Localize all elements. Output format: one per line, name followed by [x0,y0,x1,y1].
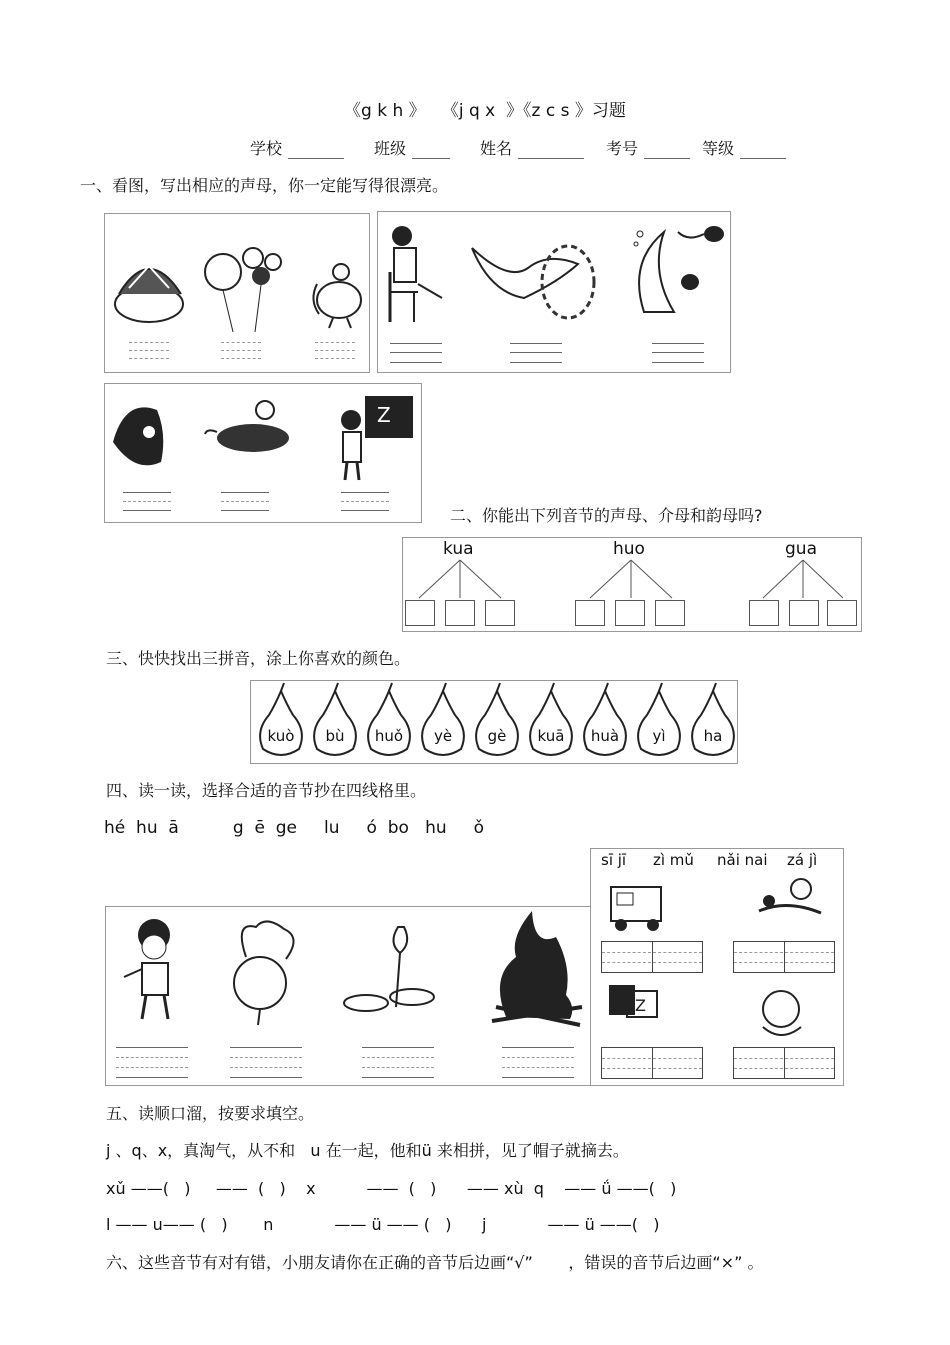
pear-outline-5[interactable] [476,691,518,755]
page-title: 《g k h 》 《j q x 》《z c s 》习题 [344,101,626,121]
huo-medial-box[interactable] [615,600,645,626]
pear-label-4: yè [433,727,453,745]
pear-label-1: kuò [267,727,295,745]
number-blank[interactable] [644,158,690,159]
question-3-text: 三、快快找出三拼音，涂上你喜欢的颜色。 [106,649,411,668]
gua-initial-box[interactable] [749,600,779,626]
gua-final-box[interactable] [827,600,857,626]
word-nainai: nǎi nai [717,851,768,869]
pear-stem-6 [551,683,554,691]
kua-final-box[interactable] [485,600,515,626]
pear-shapes [251,681,737,763]
pear-outline-6[interactable] [530,691,572,755]
pear-stem-3 [389,683,392,691]
question-4-text: 四、读一读，选择合适的音节抄在四线格里。 [106,781,427,800]
name-blank[interactable] [518,158,584,159]
pear-stem-7 [605,683,608,691]
svg-text:Z: Z [377,403,391,427]
syllable-split-box [402,537,862,632]
pear-row-box [250,680,738,764]
pear-stem-4 [443,683,446,691]
pear-stem-8 [659,683,662,691]
pear-stem-9 [713,683,716,691]
question-5-text: 五、读顺口溜，按要求填空。 [106,1104,315,1123]
writing-grid-2[interactable] [733,941,835,973]
pear-label-9: ha [703,727,723,745]
pear-stem-5 [497,683,500,691]
question-2-text: 二、你能出下列音节的声母、介母和韵母吗? [450,506,763,525]
pear-stem-1 [281,683,284,691]
word-zaji: zá jì [787,851,818,869]
school-blank[interactable] [288,158,344,159]
school-label: 学校 [250,139,283,158]
picture-box-5 [590,848,844,1086]
pear-label-7: huà [590,727,620,745]
class-label: 班级 [374,139,407,158]
pear-label-6: kuā [537,727,565,745]
syllable-huo: huo [613,539,645,559]
picture-box-3 [104,383,422,523]
pear-outline-1[interactable] [260,691,302,755]
info-row [250,138,810,162]
name-label: 姓名 [480,139,513,158]
syllable-kua: kua [443,539,474,559]
class-blank[interactable] [412,158,450,159]
kua-initial-box[interactable] [405,600,435,626]
fill-row-1[interactable]: xǔ ——( ) —— ( ) x —— ( ) —— xù q —— ǘ ——( ) [106,1179,677,1198]
number-label: 考号 [606,139,639,158]
pear-outline-9[interactable] [692,691,734,755]
pear-label-5: gè [487,727,507,745]
huo-initial-box[interactable] [575,600,605,626]
pear-outline-4[interactable] [422,691,464,755]
watermelon-balloons-rooster-illustration [105,214,369,372]
svg-text:Z: Z [635,996,646,1015]
gua-medial-box[interactable] [789,600,819,626]
word-siji: sī jī [601,851,627,869]
rhyme-text: j 、q、x，真淘气，从不和 u 在一起，他和ü 来相拼，见了帽子就摘去。 [106,1141,629,1160]
pear-outline-3[interactable] [368,691,410,755]
pear-outline-2[interactable] [314,691,356,755]
grade-label: 等级 [702,139,735,158]
kua-medial-box[interactable] [445,600,475,626]
huo-final-box[interactable] [655,600,685,626]
pear-label-8: yì [652,727,666,745]
pear-label-2: bù [325,727,345,745]
picture-box-4 [105,906,591,1086]
writing-grid-1[interactable] [601,941,703,973]
question-6-text: 六、这些音节有对有错，小朋友请你在正确的音节后边画“√” ，错误的音节后边画“×” 。 [106,1253,764,1272]
word-options-line: hé hu ā g ē ge lu ó bo hu ǒ [104,818,485,838]
picture-box-1 [104,213,370,373]
question-1-text: 一、看图，写出相应的声母，你一定能写得很漂亮。 [80,176,449,195]
pear-outline-7[interactable] [584,691,626,755]
pear-outline-8[interactable] [638,691,680,755]
pear-stem-2 [335,683,338,691]
writing-grid-3[interactable] [601,1047,703,1079]
pear-label-3: huǒ [374,727,404,745]
fill-row-2[interactable]: l —— u—— ( ) n —— ü —— ( ) j —— ü ——( ) [106,1215,660,1234]
picture-box-2 [377,211,731,373]
boy-pigeon-tadpole-illustration [378,212,730,372]
writing-grid-4[interactable] [733,1047,835,1079]
word-zimu: zì mǔ [653,851,694,869]
boy-radish-lotus-fire-illustration [106,907,590,1085]
syllable-gua: gua [785,539,817,559]
grade-blank[interactable] [740,158,786,159]
